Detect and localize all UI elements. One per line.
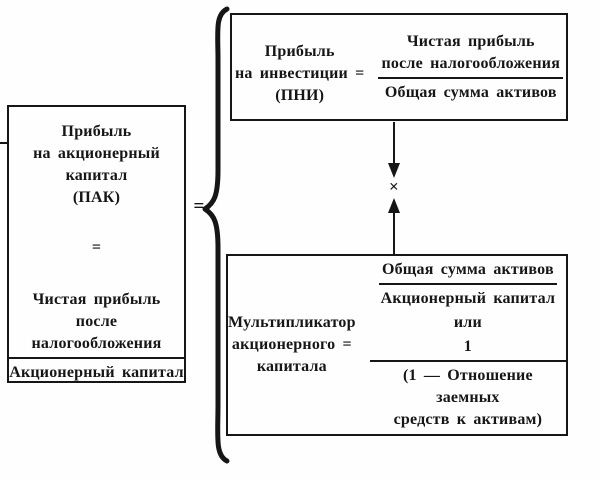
text-line: акционерного = [231,336,352,353]
fraction-numerator [378,31,563,79]
fraction-numerator: 1 [370,336,566,362]
text-line: (1 — Отношение заемных [402,367,533,406]
fraction-denominator: Акционерный капитал [380,290,556,307]
fraction-numerator: Общая сумма активов [379,259,557,285]
text-line: Прибыль [61,123,132,140]
text-line: после налогообложения [31,313,162,352]
fraction-denominator: Общая сумма активов [384,83,557,101]
text-line: на инвестиции = [234,65,365,82]
text-line: после налогообложения [381,54,561,72]
text-line: Мультипликатор [228,314,356,331]
text-line: Чистая прибыль [32,291,161,308]
text-line: капитал [65,167,128,184]
multiply-operator: × [389,177,399,196]
text-line: (ПНИ) [275,87,325,104]
text-line: капитала [256,358,327,375]
fraction-numerator [9,289,184,359]
fraction-denominator: Акционерный капитал [9,364,184,381]
roi-fraction [378,31,563,104]
text-line: на акционерный [33,145,160,162]
roe-fraction [9,289,184,384]
assets-to-equity-fraction [379,259,557,310]
roe-title [9,121,184,209]
scan-artifact-line [0,142,7,144]
down-arrow-icon [386,122,402,178]
text-line: Прибыль [264,43,335,60]
equity-multiplier-label [228,312,356,378]
text-line: средств к активам) [393,411,543,428]
return-on-investment-box [230,13,568,121]
up-arrow-icon [386,198,402,254]
or-word: или [453,314,482,331]
text-line: (ПАК) [72,189,121,206]
roi-label [235,41,365,107]
return-on-equity-box [7,105,186,383]
main-equals-sign: = [193,196,205,217]
fraction-denominator [370,362,566,431]
equals-sign: = [91,239,102,256]
debt-ratio-fraction [370,336,566,431]
text-line: Чистая прибыль [406,32,535,50]
equity-multiplier-formulas [370,259,566,431]
equity-multiplier-box [226,254,568,436]
